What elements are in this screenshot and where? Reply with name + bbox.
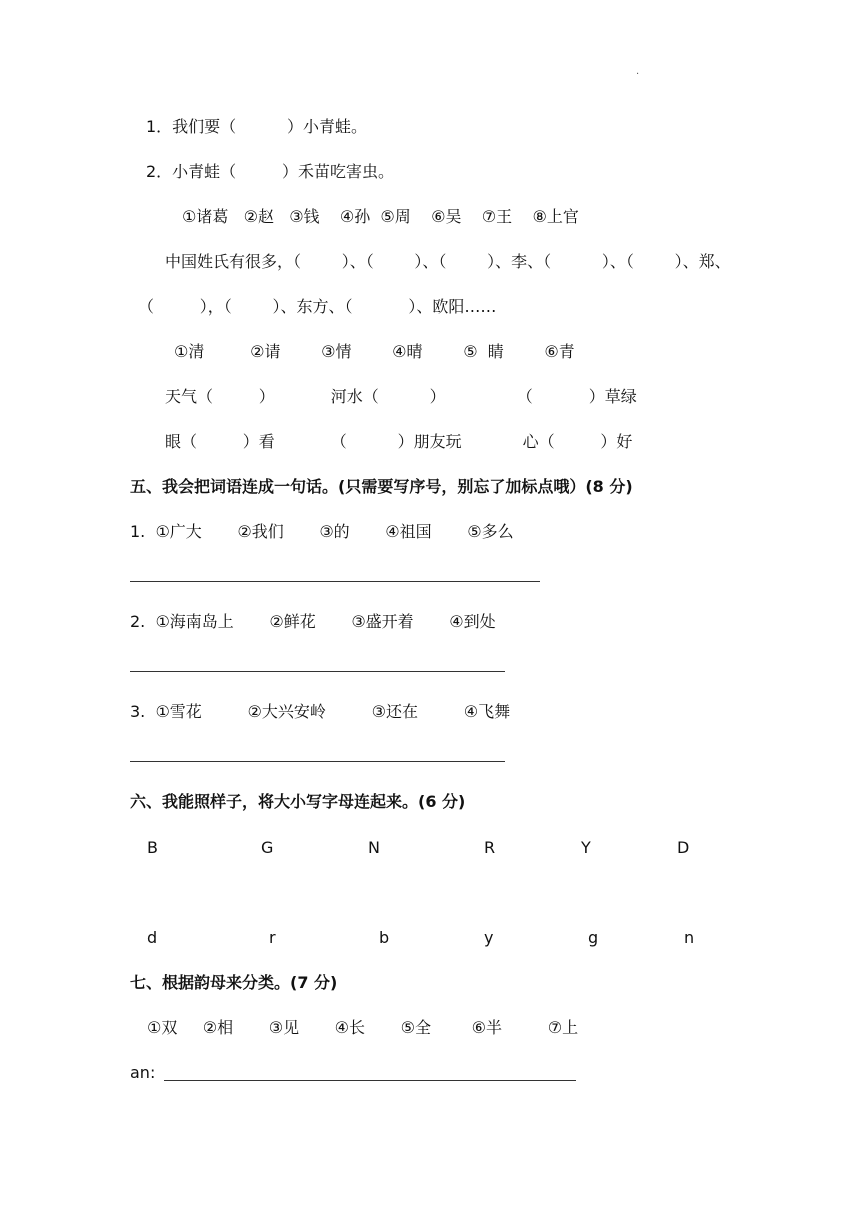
upper-letter: B	[147, 838, 158, 857]
qing-row2: 眼（ ）看 （ ）朋友玩 心（ ）好	[165, 432, 633, 451]
lower-letter: d	[147, 928, 158, 947]
section7-title: 七、根据韵母来分类。(7 分)	[130, 973, 338, 992]
section5-item-2: 2. ①海南岛上 ②鲜花 ③盛开着 ④到处	[130, 612, 496, 631]
surname-options: ①诸葛 ②赵 ③钱 ④孙 ⑤周 ⑥吴 ⑦王 ⑧上官	[182, 207, 579, 226]
lower-letter: r	[269, 928, 276, 947]
header-mark: .	[636, 66, 640, 77]
upper-letter: D	[677, 838, 690, 857]
section5-title: 五、我会把词语连成一句话。(只需要写序号，别忘了加标点哦）(8 分)	[130, 477, 633, 496]
an-label: an:	[130, 1063, 156, 1082]
section7-options: ①双 ②相 ③见 ④长 ⑤全 ⑥半 ⑦上	[147, 1018, 579, 1037]
upper-letter: R	[484, 838, 496, 857]
upper-letter: G	[261, 838, 274, 857]
upper-letter: Y	[581, 838, 591, 857]
section5-item-3: 3. ①雪花 ②大兴安岭 ③还在 ④飞舞	[130, 702, 511, 721]
lower-letter: b	[379, 928, 390, 947]
upper-letter: N	[368, 838, 380, 857]
fill-blank-q1: 1．我们要（ ）小青蛙。	[146, 117, 368, 136]
answer-line-1	[130, 581, 540, 582]
lower-letter: n	[684, 928, 695, 947]
section6-title: 六、我能照样子，将大小写字母连起来。(6 分)	[130, 792, 466, 811]
surname-sentence-line1: 中国姓氏有很多，（ ）、（ ）、（ ）、李、（ ）、（ ）、郑、	[165, 252, 731, 271]
answer-line-3	[130, 761, 505, 762]
an-answer-line	[164, 1080, 576, 1081]
qing-options: ①清 ②请 ③情 ④晴 ⑤ 睛 ⑥青	[174, 342, 575, 361]
qing-row1: 天气（ ） 河水（ ） （ ）草绿	[165, 387, 637, 406]
surname-sentence-line2: （ ），（ ）、东方、（ ）、欧阳……	[138, 297, 497, 316]
lower-letter: g	[588, 928, 599, 947]
lower-letter: y	[484, 928, 494, 947]
section5-item-1: 1. ①广大 ②我们 ③的 ④祖国 ⑤多么	[130, 522, 514, 541]
fill-blank-q2: 2．小青蛙（ ）禾苗吃害虫。	[146, 162, 394, 181]
answer-line-2	[130, 671, 505, 672]
